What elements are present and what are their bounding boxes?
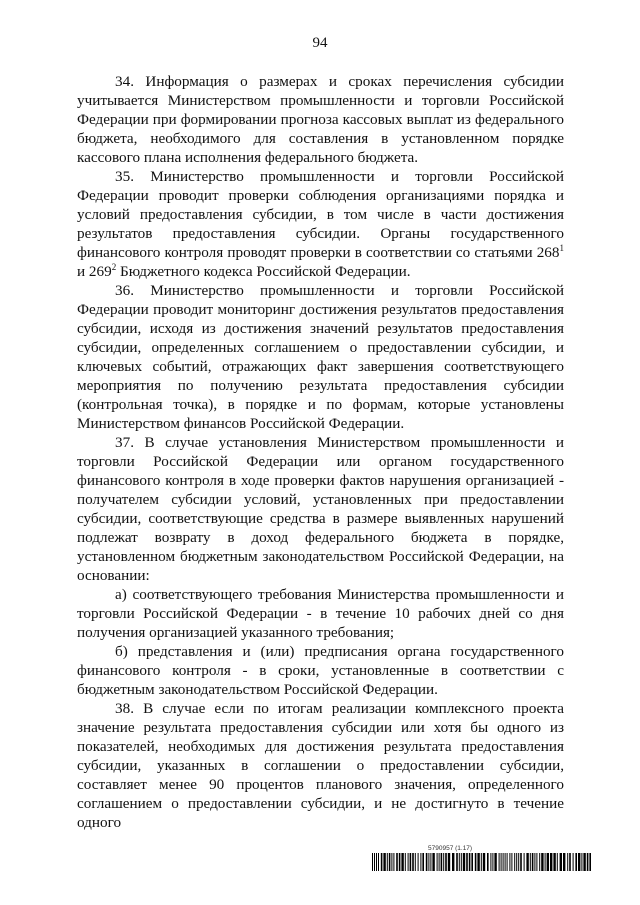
paragraph-35-text: 35. Министерство промышленности и торговли Российской Федерации проводит проверки соблюдения организациями порядка и условий предоставления субсидии, в том числе в части достижения результатов предоставления субсидии. Органы государственного финансового контроля проводят проверки в соответствии со статьями 268 [77,168,564,261]
superscript-1: 1 [559,243,564,253]
paragraph-37-a: а) соответствующего требования Министерства промышленности и торговли Российской Федерации - в течение 10 рабочих дней со дня получения организацией указанного требования; [77,586,564,641]
paragraph-37: 37. В случае установления Министерством промышленности и торговли Российской Федерации или органом государственного финансового контроля в ходе проверки фактов нарушения организацией - получателем субсидии условий, установленных при предоставлении субсидии, соответствующие средства в размере выявленных нарушений подлежат возврату в доход федерального бюджета в порядке, установленном бюджетным законодательством Российской Федерации, на основании: [77,434,564,584]
superscript-2: 2 [111,262,117,272]
document-code: 5790957 (1.17) [428,845,473,852]
document-body [77,72,564,832]
paragraph-35 [77,167,564,281]
paragraph-38: 38. В случае если по итогам реализации комплексного проекта значение результата предоставления субсидии или хотя бы одного из показателей, необходимых для достижения результата предоставления субсидии, указанных в соглашении о предоставлении субсидии, составляет менее 90 процентов планового значения, определенного соглашением о предоставлении субсидии, и не достигнуто в течение одного [77,700,564,831]
paragraph-35-tail: Бюджетного кодекса Российской Федерации. [116,263,411,280]
paragraph-36: 36. Министерство промышленности и торговли Российской Федерации проводит мониторинг достижения результатов предоставления субсидии, исходя из достижения значений результатов предоставления субсидии, определенных соглашением о предоставлении субсидии, и ключевых событий, отражающих факт завершения соответствующего мероприятия по получению результата предоставления субсидии (контрольная точка), в порядке и по формам, которые установлены Министерством финансов Российской Федерации. [77,282,564,432]
paragraph-35-mid: и 269 [77,263,112,280]
paragraph-37-b: б) представления и (или) предписания органа государственного финансового контроля - в сроки, установленные в соответствии с бюджетным законодательством Российской Федерации. [77,643,564,698]
barcode-image [372,853,592,871]
page-number: 94 [312,35,328,51]
paragraph-34: 34. Информация о размерах и сроках перечисления субсидии учитывается Министерством промышленности и торговли Российской Федерации при формировании прогноза кассовых выплат из федерального бюджета, необходимого для составления в установленном порядке кассового плана исполнения федерального бюджета. [77,73,564,166]
